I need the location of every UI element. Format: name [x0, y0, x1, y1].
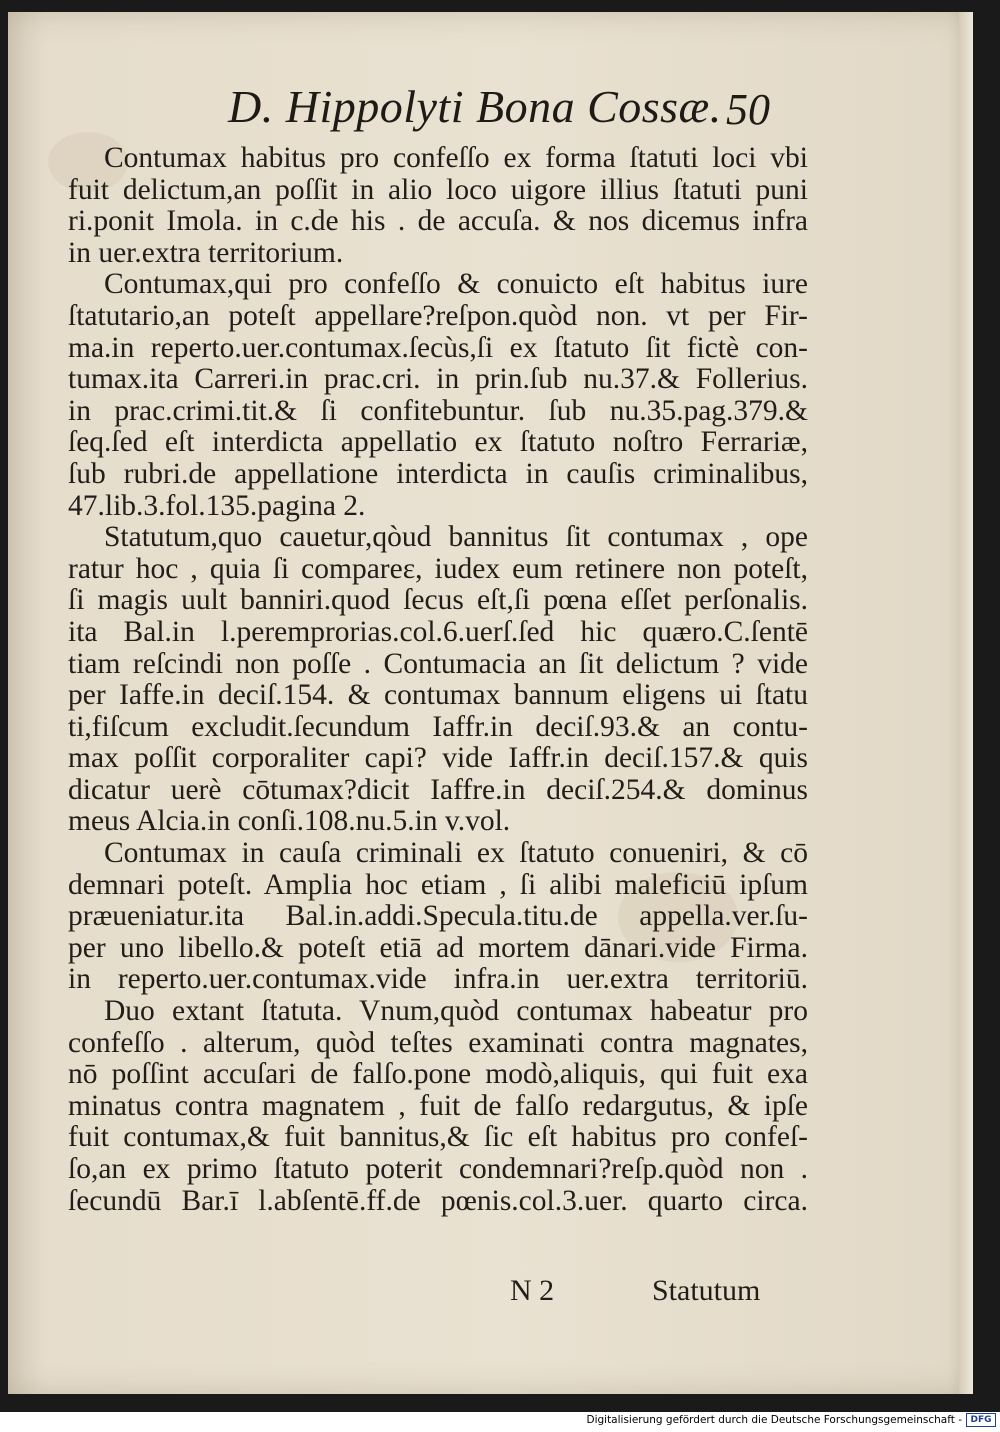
text-line: fuit delictum,an poſſit in alio loco uigore illius ſtatuti puni — [68, 173, 808, 206]
text-line: per uno libello.& poteſt etiā ad mortem dānari.vide Firma. — [68, 931, 808, 964]
text-line: præueniatur.ita Bal.in.addi.Specula.titu.de appella.ver.ſu- — [68, 900, 808, 933]
text-line: Contumax,qui pro confeſſo & conuicto eſt habitus iure — [104, 268, 808, 301]
catchword: Statutum — [652, 1274, 761, 1307]
text-line: max poſſit corporaliter capi? vide Iaffr.in deciſ.157.& quis — [68, 742, 808, 775]
funding-credit: Digitalisierung gefördert durch die Deutsche Forschungsgemeinschaft - — [586, 1414, 962, 1426]
text-line: tumax.ita Carreri.in prac.cri. in prin.ſub nu.37.& Follerius. — [68, 363, 808, 396]
running-head: D. Hippolyti Bona Cossæ. — [228, 81, 722, 132]
digitization-footer — [0, 1412, 1000, 1432]
text-line: ma.in reperto.uer.contumax.ſecùs,ſi ex ſtatuto ſit fictè con- — [68, 331, 808, 364]
text-line: in uer.extra territorium. — [68, 236, 344, 269]
text-line: nō poſſint accuſari de falſo.pone modò,aliquis, qui fuit exa — [68, 1058, 808, 1091]
text-line: fuit contumax,& fuit bannitus,& ſic eſt habitus pro confeſ- — [68, 1121, 808, 1154]
text-line: ſub rubri.de appellatione interdicta in cauſis criminalibus, — [68, 457, 808, 490]
text-line: in reperto.uer.contumax.vide infra.in uer.extra territoriū. — [68, 963, 808, 996]
signature-mark: N 2 — [510, 1274, 555, 1307]
text-line: ti,fiſcum excludit.ſecundum Iaffr.in deciſ.93.& an contu- — [68, 710, 808, 743]
text-line: meus Alcia.in conſi.108.nu.5.in v.vol. — [68, 805, 511, 838]
dfg-logo-icon: DFG — [966, 1413, 996, 1427]
book-page — [8, 12, 973, 1394]
text-line: ita Bal.in l.peremprorias.col.6.uerſ.ſed hic quæro.C.ſentē — [68, 615, 808, 648]
text-line: ſo,an ex primo ſtatuto poterit condemnari?reſp.quòd non . — [68, 1153, 808, 1185]
page-edge — [959, 12, 973, 1394]
text-line: ri.ponit Imola. in c.de his . de accuſa. & nos dicemus infra — [68, 205, 808, 238]
text-line: ſi magis uult banniri.quod ſecus eſt,ſi pœna eſſet perſonalis. — [68, 584, 808, 617]
text-line: Contumax habitus pro confeſſo ex forma ſtatuti loci vbi — [104, 142, 808, 174]
text-line: dicatur uerè cōtumax?dicit Iaffre.in deciſ.254.& dominus — [68, 773, 808, 806]
text-line: 47.lib.3.fol.135.pagina 2. — [68, 489, 366, 522]
text-line: per Iaffe.in deciſ.154. & contumax bannum eligens ui ſtatu — [68, 679, 808, 712]
text-line: ratur hoc , quia ſi compareɛ, iudex eum retinere non poteſt, — [68, 552, 808, 585]
page-number: 50 — [726, 85, 770, 134]
text-line: confeſſo . alterum, quòd teſtes examinati contra magnates, — [68, 1026, 808, 1059]
text-line: minatus contra magnatem , fuit de falſo redargutus, & ipſe — [68, 1089, 808, 1122]
text-line: ſeq.ſed eſt interdicta appellatio ex ſtatuto noſtro Ferrariæ, — [68, 426, 808, 459]
text-line: ſtatutario,an poteſt appellare?reſpon.quòd non. vt per Fir- — [68, 299, 808, 332]
body-text — [68, 143, 808, 1217]
text-line: demnari poteſt. Amplia hoc etiam , ſi alibi maleficiū ipſum — [68, 868, 808, 901]
text-line: Statutum,quo cauetur,qòud bannitus ſit contumax , ope — [104, 521, 808, 554]
text-line: Duo extant ſtatuta. Vnum,quòd contumax habeatur pro — [104, 995, 808, 1028]
text-line: Contumax in cauſa criminali ex ſtatuto conueniri, & cō — [104, 837, 808, 870]
text-line: tiam reſcindi non poſſe . Contumacia an ſit delictum ? vide — [68, 647, 808, 680]
text-line: ſecundū Bar.ī l.abſentē.ff.de pœnis.col.3.uer. quarto circa. — [68, 1184, 808, 1217]
text-line: in prac.crimi.tit.& ſi confitebuntur. ſub nu.35.pag.379.& — [68, 394, 808, 427]
